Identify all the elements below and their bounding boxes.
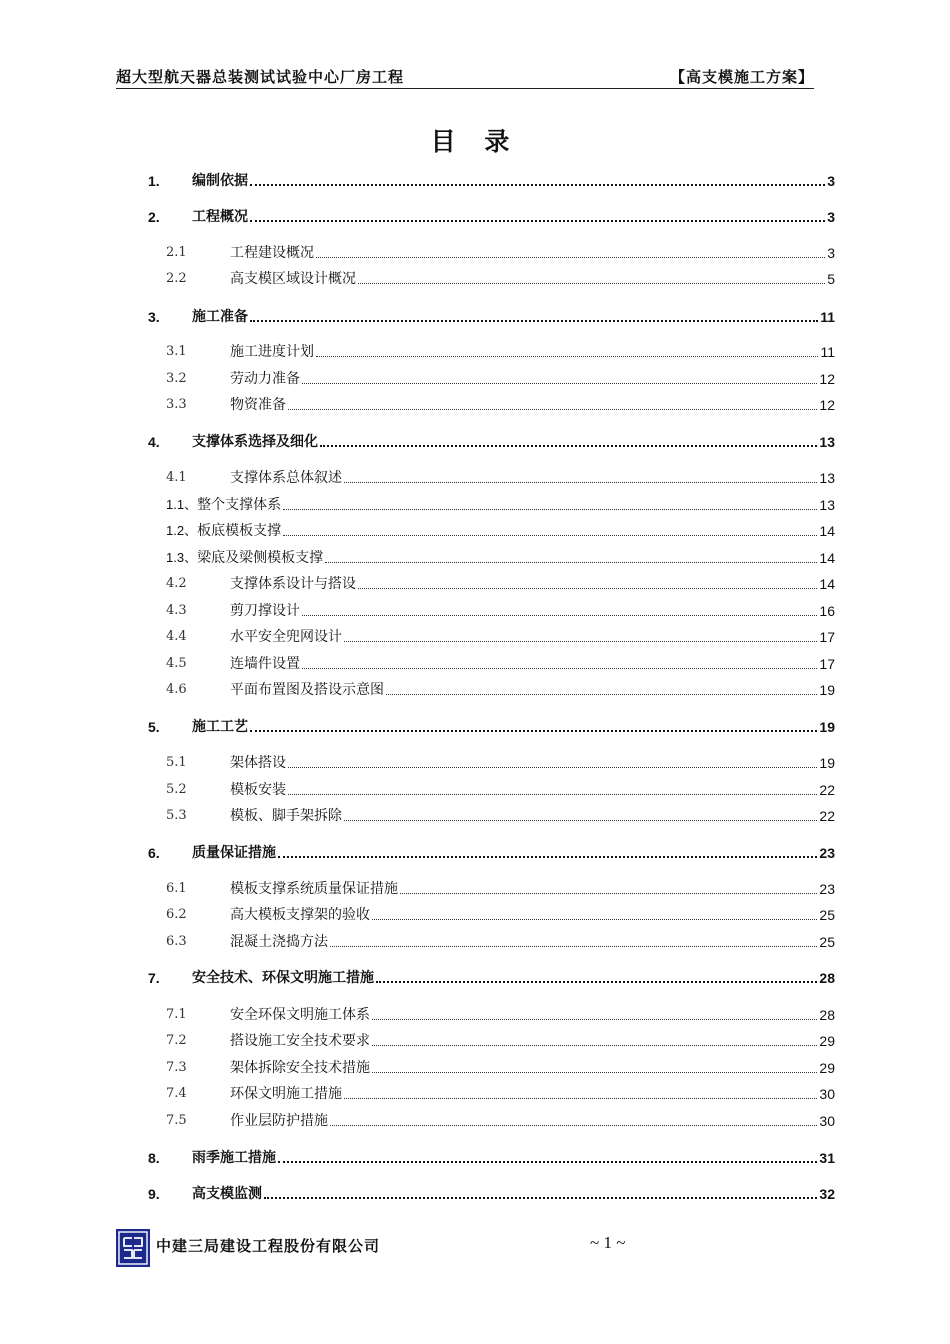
- toc-entry-page: 22: [819, 782, 835, 798]
- toc-entry[interactable]: [166, 933, 835, 951]
- toc-entry[interactable]: [166, 681, 835, 699]
- toc-entry-number: 6.2: [166, 907, 187, 922]
- toc-entry-number: 4.3: [166, 603, 187, 618]
- toc-entry[interactable]: [148, 844, 835, 862]
- toc-leader-dots: [288, 766, 817, 768]
- toc-entry-page: 32: [819, 1186, 835, 1202]
- toc-entry-title: 质量保证措施: [192, 845, 276, 861]
- page-number: ~ 1 ~: [590, 1233, 626, 1252]
- toc-entry-number: 3.: [148, 309, 160, 325]
- toc-entry-page: 11: [820, 344, 835, 360]
- toc-entry-title: 梁底及梁侧模板支撑: [197, 550, 324, 566]
- toc-entry-title: 工程概况: [192, 209, 248, 225]
- toc-entry-title: 支撑体系选择及细化: [192, 434, 318, 450]
- toc-entry-page: 19: [819, 755, 835, 771]
- toc-entry-number: 7.4: [166, 1086, 187, 1101]
- toc-entry[interactable]: [148, 308, 835, 326]
- toc-entry-number: 5.2: [166, 782, 187, 797]
- page-title: 目 录: [430, 127, 520, 156]
- toc-leader-dots: [278, 855, 817, 858]
- toc-entry[interactable]: [148, 433, 835, 451]
- toc-entry[interactable]: [166, 1085, 835, 1103]
- toc-leader-dots: [302, 382, 817, 384]
- toc-entry-page: 30: [819, 1086, 835, 1102]
- toc-entry-number: 8.: [148, 1150, 160, 1166]
- company-name: 中建三局建设工程股份有限公司: [156, 1237, 381, 1255]
- toc-entry-number: 3.1: [166, 344, 187, 359]
- toc-entry-title: 物资准备: [230, 397, 286, 413]
- toc-entry-page: 31: [819, 1150, 835, 1166]
- toc-leader-dots: [283, 534, 817, 536]
- toc-entry-page: 12: [819, 371, 835, 387]
- toc-entry-title: 模板、脚手架拆除: [230, 808, 342, 824]
- toc-entry-number: 3.2: [166, 371, 187, 386]
- toc-entry-page: 17: [819, 629, 835, 645]
- toc-leader-dots: [278, 1160, 817, 1163]
- toc-entry-number: 1.1、: [166, 497, 198, 512]
- toc-entry-title: 高支模区域设计概况: [230, 271, 356, 287]
- toc-entry-page: 3: [827, 209, 835, 225]
- toc-leader-dots: [344, 819, 817, 821]
- header-doc-type: 【高支模施工方案】: [669, 68, 814, 86]
- toc-entry-page: 23: [819, 881, 835, 897]
- toc-leader-dots: [358, 587, 817, 589]
- toc-entry-title: 施工工艺: [192, 719, 248, 735]
- toc-entry-title: 劳动力准备: [230, 371, 300, 387]
- toc-entry-title: 连墙件设置: [230, 656, 300, 672]
- toc-leader-dots: [330, 1124, 817, 1126]
- toc-entry-number: 4.4: [166, 629, 187, 644]
- toc-entry-page: 29: [819, 1033, 835, 1049]
- toc-entry[interactable]: [148, 172, 835, 190]
- toc-entry-title: 架体拆除安全技术措施: [230, 1060, 370, 1076]
- toc-entry-page: 12: [819, 397, 835, 413]
- toc-entry-number: 5.3: [166, 808, 187, 823]
- toc-leader-dots: [400, 892, 817, 894]
- toc-leader-dots: [288, 408, 817, 410]
- toc-entry-number: 2.1: [166, 245, 187, 260]
- toc-leader-dots: [316, 355, 818, 357]
- toc-leader-dots: [316, 256, 825, 258]
- toc-entry[interactable]: [166, 1006, 835, 1024]
- toc-entry[interactable]: [166, 655, 835, 673]
- toc-leader-dots: [372, 1044, 817, 1046]
- toc-leader-dots: [288, 793, 817, 795]
- toc-entry-page: 23: [819, 845, 835, 861]
- toc-entry-title: 支撑体系总体叙述: [230, 470, 342, 486]
- toc-entry-title: 高大模板支撑架的验收: [230, 907, 370, 923]
- toc-entry-title: 编制依据: [192, 173, 248, 189]
- toc-entry-number: 6.3: [166, 934, 187, 949]
- toc-entry-page: 3: [827, 245, 835, 261]
- toc-entry-page: 5: [827, 271, 835, 287]
- toc-entry-number: 5.: [148, 719, 160, 735]
- toc-entry-number: 4.: [148, 434, 160, 450]
- toc-entry[interactable]: [148, 208, 835, 226]
- company-logo-icon: [116, 1229, 150, 1267]
- toc-leader-dots: [302, 614, 817, 616]
- toc-leader-dots: [250, 729, 817, 732]
- toc-entry-number: 7.: [148, 970, 160, 986]
- toc-entry-number: 6.: [148, 845, 160, 861]
- toc-entry[interactable]: [166, 781, 835, 799]
- toc-entry-title: 搭设施工安全技术要求: [230, 1033, 370, 1049]
- toc-entry-page: 16: [819, 603, 835, 619]
- toc-entry[interactable]: [166, 575, 835, 593]
- toc-leader-dots: [376, 980, 817, 983]
- toc-entry-title: 安全技术、环保文明施工措施: [192, 970, 374, 986]
- toc-entry-page: 13: [819, 470, 835, 486]
- toc-entry-number: 4.2: [166, 576, 187, 591]
- toc-entry[interactable]: [166, 1032, 835, 1050]
- toc-leader-dots: [250, 183, 825, 186]
- toc-entry-page: 14: [819, 550, 835, 566]
- toc-entry-title: 水平安全兜网设计: [230, 629, 342, 645]
- toc-entry[interactable]: [166, 754, 835, 772]
- toc-entry[interactable]: [166, 370, 835, 388]
- toc-entry[interactable]: [166, 396, 835, 414]
- toc-entry-number: 4.6: [166, 682, 187, 697]
- toc-entry-number: 4.5: [166, 656, 187, 671]
- toc-entry[interactable]: [148, 969, 835, 987]
- toc-leader-dots: [325, 561, 817, 563]
- toc-entry-title: 模板支撑系统质量保证措施: [230, 881, 398, 897]
- toc-leader-dots: [386, 693, 817, 695]
- toc-leader-dots: [264, 1196, 817, 1199]
- toc-entry[interactable]: [166, 270, 835, 288]
- toc-entry-title: 板底模板支撑: [197, 523, 282, 539]
- toc-entry-page: 14: [819, 576, 835, 592]
- toc-entry-number: 1.: [148, 173, 160, 189]
- toc-entry-page: 17: [819, 656, 835, 672]
- header-project-name: 超大型航天器总装测试试验中心厂房工程: [116, 68, 405, 86]
- toc-entry-page: 25: [819, 907, 835, 923]
- toc-entry-page: 25: [819, 934, 835, 950]
- toc-entry-page: 13: [819, 434, 835, 450]
- toc-entry-title: 支撑体系设计与搭设: [230, 576, 356, 592]
- toc-entry-title: 施工准备: [192, 309, 248, 325]
- toc-entry-number: 6.1: [166, 881, 187, 896]
- toc-entry-title: 高支模监测: [192, 1186, 262, 1202]
- toc-entry[interactable]: [166, 496, 835, 514]
- toc-entry-number: 1.3、: [166, 550, 198, 565]
- toc-entry[interactable]: [166, 343, 835, 361]
- toc-entry-number: 7.5: [166, 1113, 187, 1128]
- toc-entry-title: 雨季施工措施: [192, 1150, 276, 1166]
- toc-leader-dots: [250, 219, 825, 222]
- toc-entry[interactable]: [166, 1059, 835, 1077]
- toc-entry-title: 作业层防护措施: [230, 1113, 328, 1129]
- toc-entry[interactable]: [148, 1149, 835, 1167]
- toc-leader-dots: [344, 481, 817, 483]
- toc-entry[interactable]: [166, 602, 835, 620]
- toc-entry-title: 整个支撑体系: [197, 497, 282, 513]
- toc-entry-title: 剪刀撑设计: [230, 603, 300, 619]
- toc-entry[interactable]: [166, 628, 835, 646]
- toc-leader-dots: [330, 945, 817, 947]
- toc-entry-page: 22: [819, 808, 835, 824]
- toc-entry-page: 29: [819, 1060, 835, 1076]
- toc-entry[interactable]: [166, 1112, 835, 1130]
- toc-entry-number: 7.1: [166, 1007, 187, 1022]
- toc-leader-dots: [372, 1071, 817, 1073]
- toc-entry[interactable]: [166, 469, 835, 487]
- toc-entry[interactable]: [166, 244, 835, 262]
- toc-entry-number: 2.: [148, 209, 160, 225]
- toc-entry-title: 模板安装: [230, 782, 286, 798]
- toc-entry-title: 安全环保文明施工体系: [230, 1007, 370, 1023]
- toc-leader-dots: [372, 1018, 817, 1020]
- toc-entry-number: 5.1: [166, 755, 187, 770]
- toc-leader-dots: [344, 640, 817, 642]
- toc-entry[interactable]: [166, 807, 835, 825]
- toc-entry-number: 2.2: [166, 271, 187, 286]
- toc-leader-dots: [372, 918, 817, 920]
- toc-entry-number: 1.2、: [166, 523, 198, 538]
- toc-entry-title: 架体搭设: [230, 755, 286, 771]
- toc-entry-title: 环保文明施工措施: [230, 1086, 342, 1102]
- page-footer: [116, 1227, 814, 1271]
- toc-entry-number: 9.: [148, 1186, 160, 1202]
- toc-entry[interactable]: [148, 1185, 835, 1203]
- toc-entry-page: 30: [819, 1113, 835, 1129]
- toc-entry-page: 19: [819, 682, 835, 698]
- toc-entry[interactable]: [148, 718, 835, 736]
- toc-entry-page: 13: [819, 497, 835, 513]
- toc-entry-page: 3: [827, 173, 835, 189]
- toc-leader-dots: [358, 282, 825, 284]
- toc-entry-page: 19: [819, 719, 835, 735]
- toc-entry[interactable]: [166, 549, 835, 567]
- toc-entry[interactable]: [166, 906, 835, 924]
- toc-leader-dots: [344, 1097, 817, 1099]
- toc-entry-title: 平面布置图及搭设示意图: [230, 682, 384, 698]
- toc-entry-title: 混凝土浇捣方法: [230, 934, 328, 950]
- toc-leader-dots: [250, 319, 818, 322]
- toc-entry-number: 3.3: [166, 397, 187, 412]
- toc-entry-number: 7.2: [166, 1033, 187, 1048]
- toc-entry-page: 11: [820, 309, 835, 325]
- toc-entry-number: 4.1: [166, 470, 187, 485]
- toc-entry-number: 7.3: [166, 1060, 187, 1075]
- toc-leader-dots: [283, 508, 817, 510]
- toc-entry-title: 施工进度计划: [230, 344, 314, 360]
- toc-entry-page: 28: [819, 1007, 835, 1023]
- toc-leader-dots: [320, 444, 817, 447]
- toc-entry-title: 工程建设概况: [230, 245, 314, 261]
- toc-entry[interactable]: [166, 522, 835, 540]
- toc-entry-page: 14: [819, 523, 835, 539]
- toc-entry-page: 28: [819, 970, 835, 986]
- page-header: [116, 66, 814, 89]
- toc-leader-dots: [302, 667, 817, 669]
- toc-entry[interactable]: [166, 880, 835, 898]
